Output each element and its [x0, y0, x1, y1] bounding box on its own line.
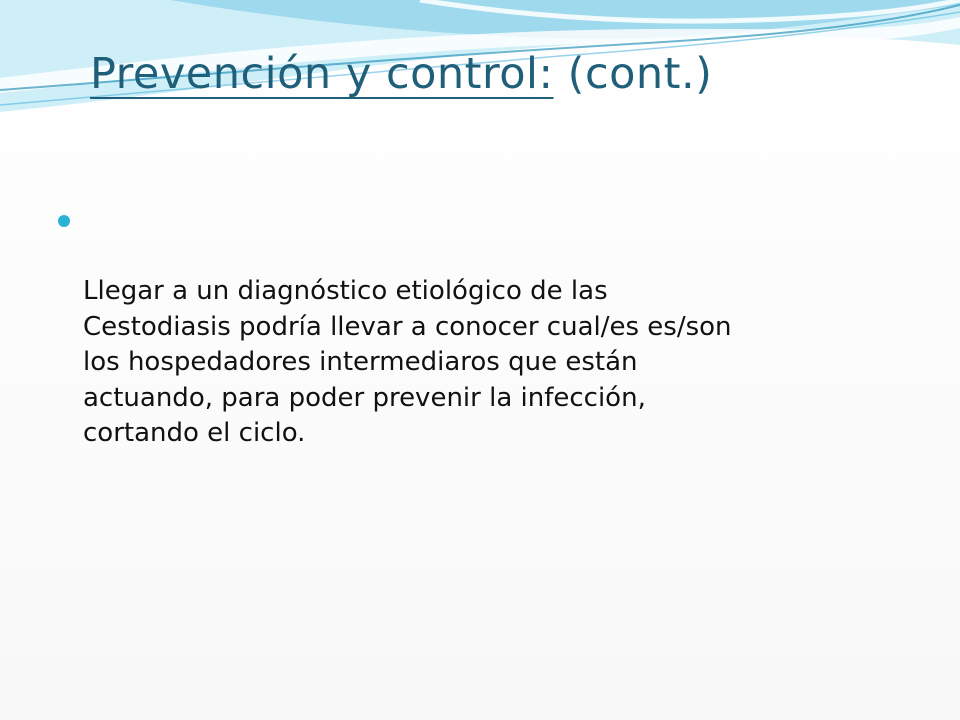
bullet-dot-icon — [58, 215, 70, 227]
slide-title — [90, 48, 712, 102]
slide-title-suffix: (cont.) — [553, 49, 713, 99]
bullet-list — [58, 203, 908, 452]
bullet-item — [58, 203, 908, 452]
slide-title-main: Prevención y control: — [90, 49, 554, 99]
bullet-text: Llegar a un diagnóstico etiológico de las Cestodiasis podría llevar a conocer cual/es es/son los hospedadores intermediaros que están actuando, para poder prevenir la infección, cortando el ciclo. — [83, 276, 732, 448]
